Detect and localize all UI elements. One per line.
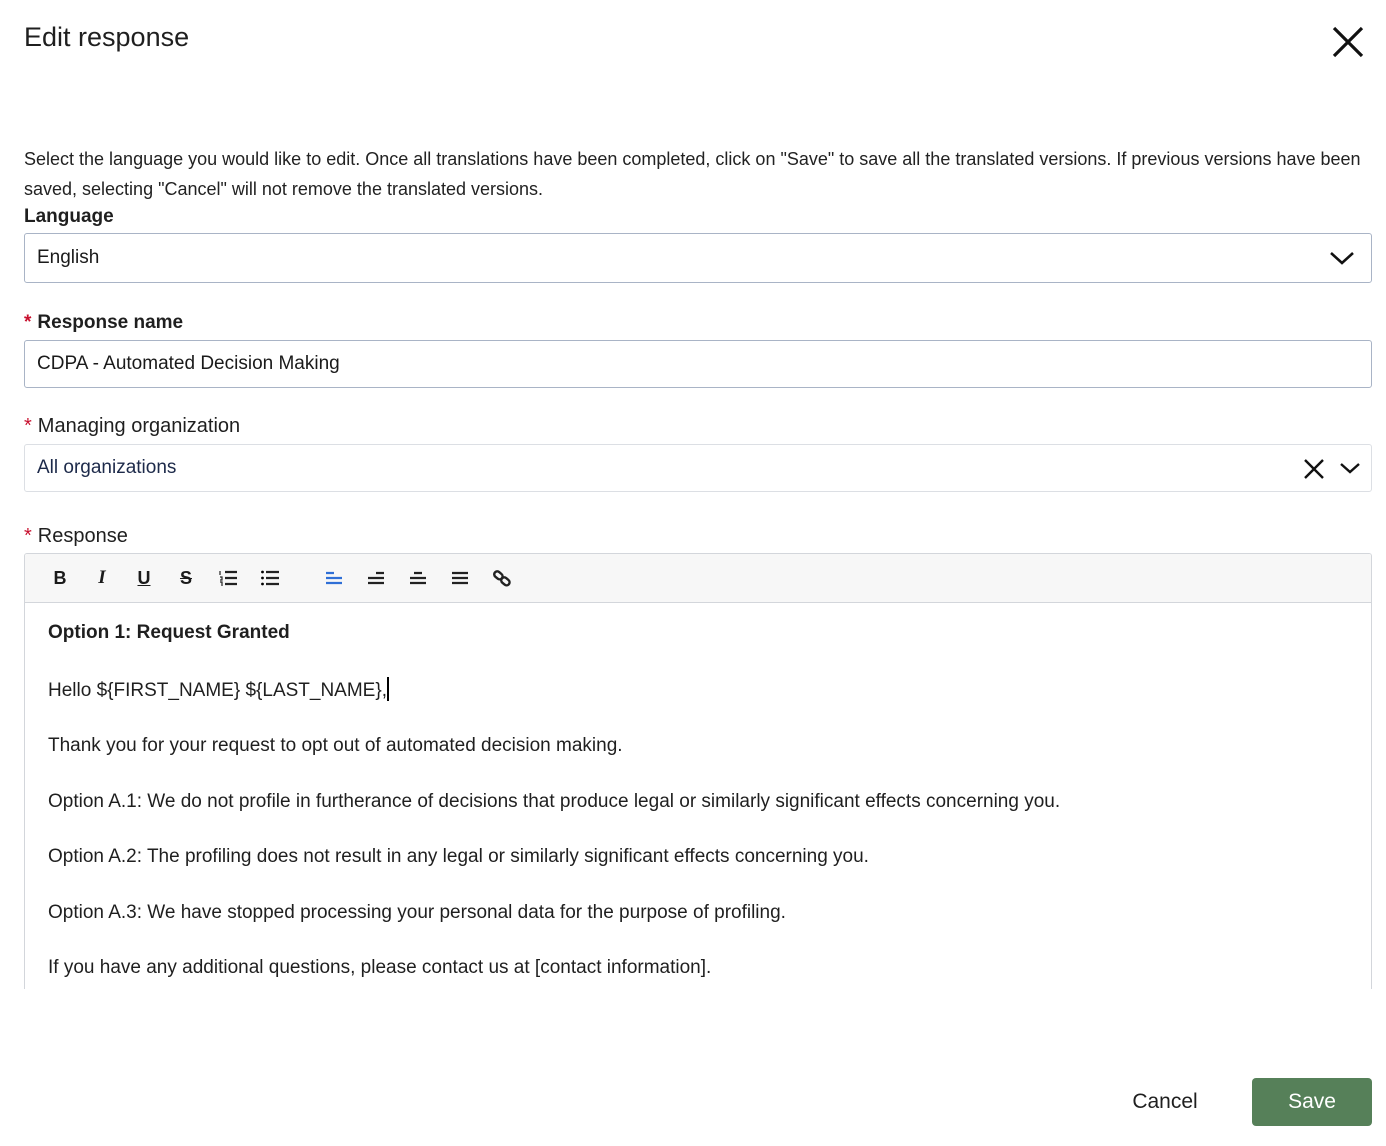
ordered-list-icon [219,570,237,586]
response-paragraph: Option A.2: The profiling does not result in any legal or similarly significant effects concerning you. [48,846,869,867]
underline-icon: U [137,567,151,588]
clear-icon[interactable] [1303,458,1325,480]
align-justify-icon [451,570,469,586]
language-value: English [37,247,100,268]
align-right-button[interactable] [355,563,397,593]
bold-icon: B [53,567,67,588]
ordered-list-button[interactable] [207,563,249,593]
italic-icon: I [98,567,106,588]
response-paragraph: Option A.3: We have stopped processing your personal data for the purpose of profiling. [48,901,786,923]
align-right-icon [367,570,385,586]
bold-button[interactable] [39,563,81,593]
bullet-list-icon [261,570,279,586]
response-name-label: * Response name [24,312,184,333]
align-justify-button[interactable] [439,563,481,593]
align-left-button[interactable] [313,563,355,593]
italic-button[interactable] [81,563,123,593]
editor-toolbar [25,554,1371,603]
editor-content[interactable] [25,603,1371,989]
cancel-button[interactable]: Cancel [1118,1078,1212,1126]
response-heading: Option 1: Request Granted [48,622,290,643]
bullet-list-button[interactable] [249,563,291,593]
response-label: * Response [24,525,128,547]
response-name-value: CDPA - Automated Decision Making [37,353,340,374]
dialog-description: Select the language you would like to edit. Once all translations have been completed, click on "Save" to save all the translated versions. If previous versions have been saved, selecting "Cancel" will not remove the translated versions. [24,149,1361,199]
text-cursor [387,677,389,701]
response-paragraph: If you have any additional questions, please contact us at [contact information]. [48,957,712,978]
strikethrough-icon: S [179,567,192,588]
link-button[interactable] [481,563,523,593]
response-editor[interactable] [24,553,1372,989]
response-paragraph: Option A.1: We do not profile in furtherance of decisions that produce legal or similarly significant effects concerning you. [48,790,1061,812]
underline-button[interactable] [123,563,165,593]
align-left-icon [325,570,343,586]
response-paragraph: Hello ${FIRST_NAME} ${LAST_NAME}, [48,677,1348,703]
dialog-title: Edit response [24,22,190,52]
strikethrough-button[interactable] [165,563,207,593]
response-name-input[interactable] [24,340,1372,388]
language-label: Language [24,206,114,227]
chevron-down-icon [1329,250,1355,266]
align-center-button[interactable] [397,563,439,593]
close-icon[interactable] [1330,24,1366,60]
link-icon [493,569,511,587]
language-select[interactable] [24,233,1372,283]
managing-org-value: All organizations [37,457,177,478]
managing-org-select[interactable] [24,444,1372,492]
chevron-down-icon[interactable] [1339,461,1361,475]
response-paragraph: Thank you for your request to opt out of automated decision making. [48,735,623,756]
align-center-icon [409,570,427,586]
save-button[interactable]: Save [1252,1078,1372,1126]
managing-org-label: * Managing organization [24,415,241,437]
